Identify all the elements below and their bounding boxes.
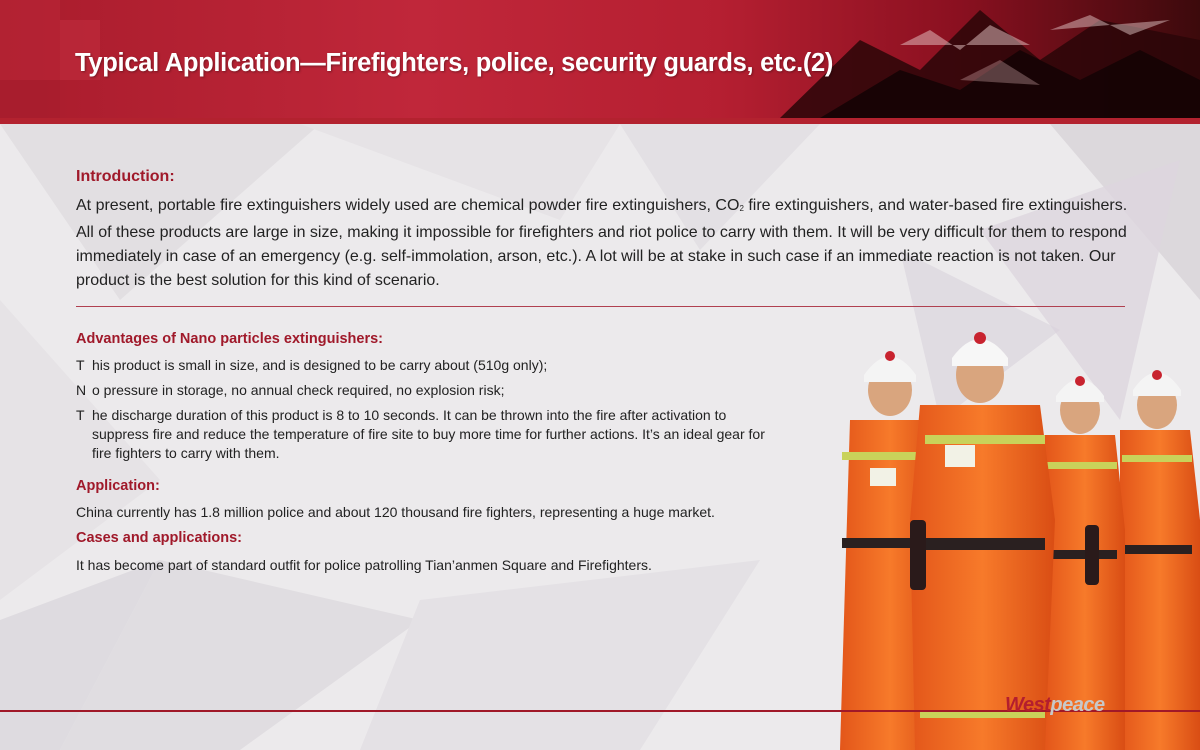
header-banner <box>0 0 1200 118</box>
advantages-heading: Advantages of Nano particles extinguishers: <box>76 331 383 347</box>
list-item <box>76 406 776 463</box>
intro-paragraph <box>76 194 1136 293</box>
bullet-letter: N <box>76 382 87 398</box>
list-item-text: he discharge duration of this product is 8 to 10 seconds. It can be thrown into the fire after activation to suppress fire and reduce the temperature of fire site to buy more time for further actions. It’s an ideal gear for fire fighters to carry with them. <box>92 407 765 461</box>
page-title: Typical Application—Firefighters, police, security guards, etc.(2) <box>75 49 834 77</box>
application-text: China currently has 1.8 million police and about 120 thousand fire fighters, representing a huge market. <box>76 504 715 520</box>
cases-text: It has become part of standard outfit for police patrolling Tian’anmen Square and Firefighters. <box>76 557 652 573</box>
section-divider <box>76 306 1125 307</box>
list-item <box>76 381 776 400</box>
intro-text-part2: fire extinguishers, and water-based fire extinguishers. All of these products are large in size, making it impossible for firefighters and riot police to carry with them. It will be very difficult for them to respond immediately in case of an emergency (e.g. self-immolation, arson, etc.). A lot will be at stake in such case if an immediate reaction is not taken. Our product is the best solution for this kind of scenario. <box>76 197 1128 289</box>
bullet-letter: T <box>76 357 85 373</box>
intro-heading: Introduction: <box>76 168 175 185</box>
logo-text-peace: peace <box>1050 694 1105 716</box>
firefighter-figure <box>1120 370 1200 750</box>
header-stripe <box>0 118 1200 124</box>
intro-text-part1: At present, portable fire extinguishers widely used are chemical powder fire extinguishers, CO <box>76 197 740 214</box>
list-item <box>76 356 776 375</box>
firefighters-photo <box>830 320 1200 750</box>
advantages-list <box>76 356 776 467</box>
bullet-letter: T <box>76 407 85 423</box>
westpeace-logo <box>1005 694 1105 717</box>
firefighter-figure <box>910 332 1055 750</box>
intro-subscript: 2 <box>739 204 744 213</box>
cases-heading: Cases and applications: <box>76 530 242 546</box>
list-item-text: his product is small in size, and is designed to be carry about (510g only); <box>92 357 548 373</box>
logo-text-west: West <box>1005 694 1051 716</box>
list-item-text: o pressure in storage, no annual check required, no explosion risk; <box>92 382 505 398</box>
application-heading: Application: <box>76 478 160 494</box>
